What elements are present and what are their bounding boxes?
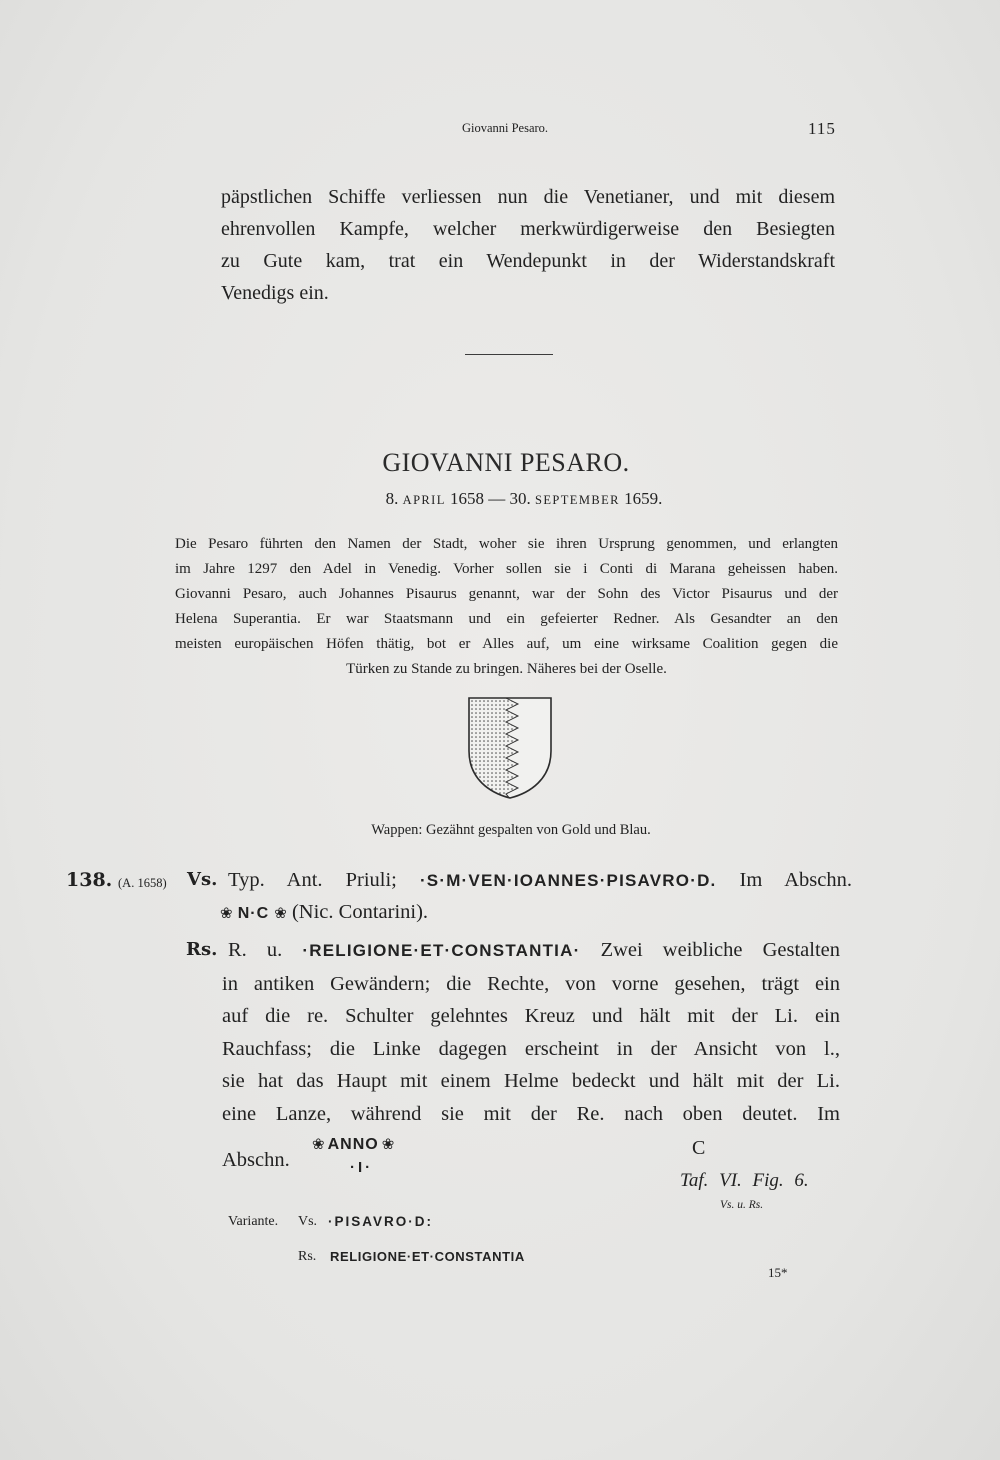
page-number: 115	[808, 119, 836, 138]
date-dash: —	[488, 489, 506, 508]
paragraph-line: im Jahre 1297 den Adel in Venedig. Vorher sollen sie i Conti di Marana geheissen haben.	[175, 561, 838, 577]
paragraph-line: zu Gute kam, trat ein Wendepunkt in der Widerstandskraft	[221, 250, 835, 272]
reverse-description-line: in antiken Gewändern; die Rechte, von vorne gesehen, trägt ein	[222, 972, 840, 995]
reverse-prefix: R. u.	[228, 939, 283, 961]
rosette-icon: ❀	[274, 904, 287, 922]
reverse-description-line: sie hat das Haupt mit einem Helme bedeckt und hält mit der Li.	[222, 1070, 840, 1092]
date-end-day: 30.	[509, 489, 531, 508]
coat-of-arms-caption: Wappen: Gezähnt gespalten von Gold und Blau.	[371, 822, 651, 838]
obverse-exergue-note: (Nic. Contarini).	[291, 901, 429, 923]
obverse-label: Vs.	[187, 869, 218, 890]
date-end-year: 1659.	[624, 489, 663, 508]
reverse-description-line	[228, 934, 840, 968]
paragraph-line: Türken zu Stande zu bringen. Näheres bei der Oselle.	[346, 661, 667, 677]
reverse-description-line: eine Lanze, während sie mit der Re. nach oben deutet. Im	[222, 1102, 840, 1125]
obverse-exergue-line	[220, 896, 428, 930]
rosette-icon: ❀	[381, 1135, 395, 1153]
obverse-description-line	[228, 864, 852, 897]
obverse-exergue-intro: Im Abschn.	[739, 869, 853, 891]
section-dates	[274, 487, 774, 512]
signature-mark: 15*	[768, 1265, 788, 1280]
reverse-exergue-label: Abschn.	[222, 1149, 290, 1171]
obverse-type: Typ. Ant. Priuli;	[228, 869, 397, 891]
reverse-exergue-bottom: ·I·	[350, 1159, 374, 1176]
variant-reverse-label: Rs.	[298, 1249, 317, 1264]
variant-reverse-legend: RELIGIONE·ET·CONSTANTIA	[330, 1249, 525, 1264]
variant-obverse-label: Vs.	[298, 1214, 318, 1229]
reverse-description-line: auf die re. Schulter gelehntes Kreuz und hält mit der Li. ein	[222, 1005, 840, 1027]
paragraph-line: meisten europäischen Höfen thätig, bot er Alles auf, um eine wirksame Coalition gegen die	[175, 636, 838, 652]
date-start-day: 8.	[385, 489, 399, 508]
rosette-icon: ❀	[312, 1135, 325, 1153]
variant-label: Variante.	[228, 1214, 279, 1229]
date-start-year: 1658	[450, 489, 485, 508]
intro-paragraph	[221, 181, 835, 309]
date-start-month: APRIL	[402, 493, 446, 507]
running-head-title: Giovanni Pesaro.	[461, 121, 549, 135]
coat-of-arms-shield-icon	[466, 695, 554, 801]
paragraph-line: Helena Superantia. Er war Staatsmann und ein gefeierter Redner. Als Gesandter an den	[175, 611, 838, 627]
reverse-exergue-top	[312, 1133, 394, 1156]
reverse-exergue-anno: ANNO	[327, 1136, 379, 1153]
plate-reference-sides: Vs. u. Rs.	[720, 1199, 764, 1211]
paragraph-line: Die Pesaro führten den Namen der Stadt, woher sie ihren Ursprung genommen, und erlangten	[175, 536, 838, 552]
biography-paragraph	[175, 532, 838, 682]
reverse-line1-rest: Zwei weibliche Gestalten	[600, 939, 840, 961]
paragraph-line: Venedigs ein.	[221, 282, 329, 304]
reverse-mintmark: C	[692, 1137, 706, 1159]
obverse-exergue-mark: N·C	[237, 905, 270, 922]
obverse-description	[228, 864, 852, 897]
date-end-month: SEPTEMBER	[535, 493, 620, 507]
section-divider	[465, 354, 553, 355]
section-title: GIOVANNI PESARO.	[382, 448, 630, 477]
entry-year-reference: (A. 1658)	[118, 876, 167, 890]
paragraph-line: ehrenvollen Kampfe, welcher merkwürdigerweise den Besiegten	[221, 218, 835, 240]
variant-obverse-legend: ·PISAVRO·D:	[328, 1214, 433, 1229]
reverse-label: Rs.	[186, 939, 218, 960]
reverse-description-line: Rauchfass; die Linke dagegen erscheint in der Ansicht von l.,	[222, 1037, 840, 1060]
paragraph-line: päpstlichen Schiffe verliessen nun die Venetianer, und mit diesem	[221, 186, 835, 208]
paragraph-line: Giovanni Pesaro, auch Johannes Pisaurus genannt, war der Sohn des Victor Pisaurus und der	[175, 586, 838, 602]
entry-number: 138.	[66, 869, 113, 891]
plate-reference: Taf. VI. Fig. 6.	[680, 1170, 809, 1191]
rosette-icon: ❀	[220, 904, 233, 922]
obverse-legend: ·S·M·VEN·IOANNES·PISAVRO·D.	[419, 871, 717, 890]
reverse-legend: ·RELIGIONE·ET·CONSTANTIA·	[302, 941, 581, 960]
reverse-description	[222, 934, 840, 1130]
